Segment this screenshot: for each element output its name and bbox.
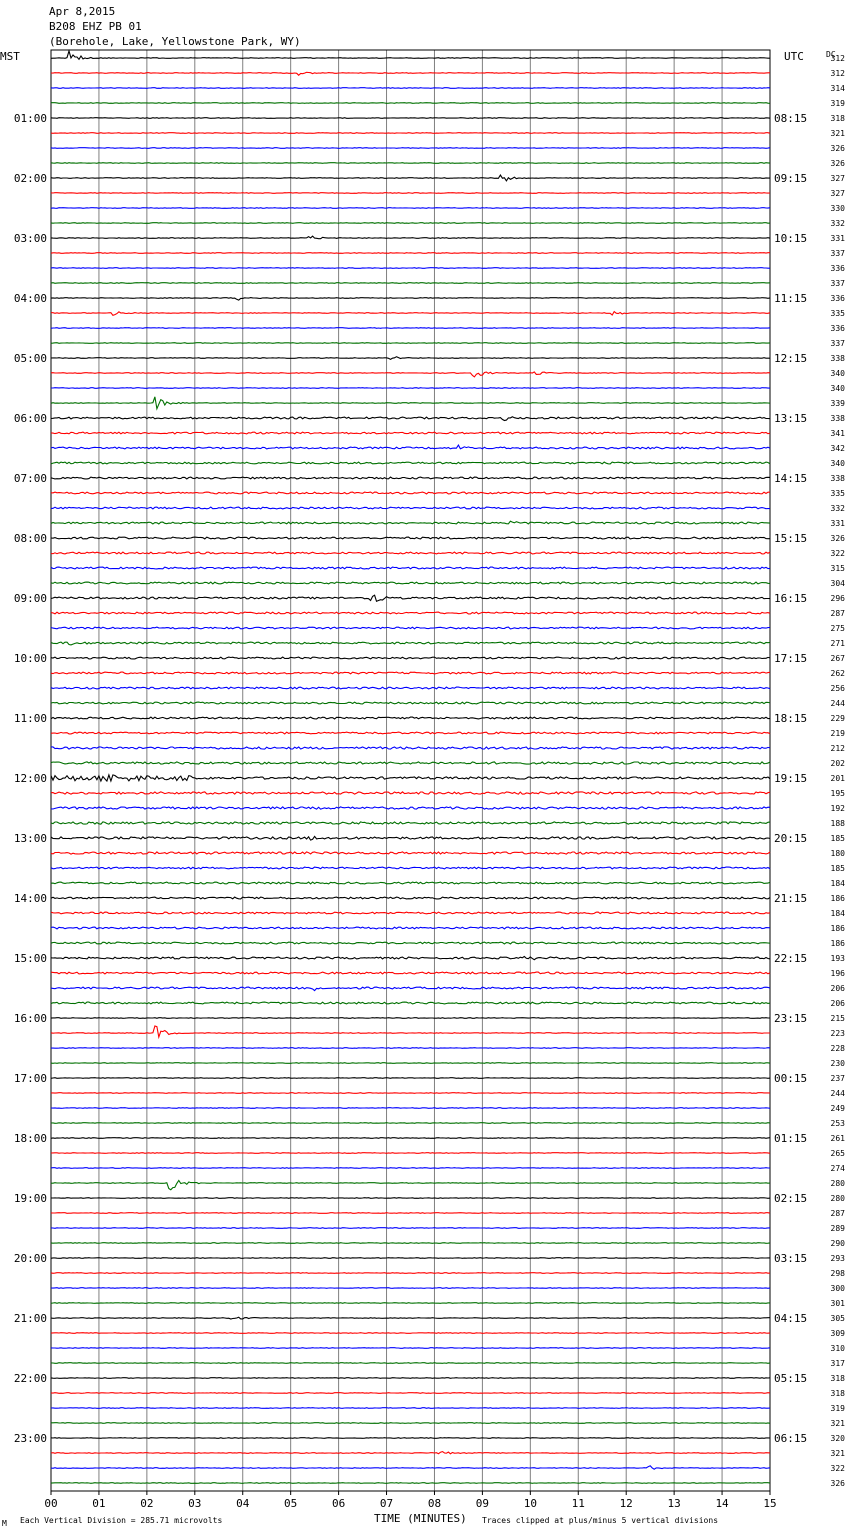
x-tick-label-06: 06 [331, 1497, 346, 1510]
dc-offset-label: 301 [830, 1299, 845, 1308]
right-hour-label: 04:15 [774, 1312, 808, 1325]
trace-row-37 [51, 612, 770, 614]
trace-row-46 [51, 747, 770, 749]
left-hour-label: 09:00 [13, 592, 47, 605]
axis-labels [14, 54, 845, 1510]
trace-row-66 [51, 1048, 770, 1049]
dc-offset-label: 267 [830, 654, 845, 663]
trace-row-78 [51, 1228, 770, 1229]
trace-row-36 [51, 595, 770, 601]
dc-offset-label: 318 [830, 1389, 845, 1398]
dc-offset-label: 332 [830, 219, 845, 228]
x-tick-label-04: 04 [236, 1497, 250, 1510]
trace-row-45 [51, 732, 770, 734]
trace-row-3 [51, 103, 770, 104]
left-hour-label: 16:00 [13, 1012, 47, 1025]
trace-row-11 [51, 223, 770, 224]
dc-offset-label: 253 [830, 1119, 845, 1128]
trace-row-62 [51, 987, 770, 991]
x-tick-label-12: 12 [619, 1497, 633, 1510]
x-tick-label-00: 00 [44, 1497, 58, 1510]
left-hour-label: 11:00 [13, 712, 47, 725]
dc-offset-label: 322 [830, 1464, 845, 1473]
x-tick-label-02: 02 [140, 1497, 154, 1510]
scale-note: Each Vertical Division = 285.71 microvolts [20, 1516, 223, 1525]
trace-row-75 [51, 1181, 770, 1190]
dc-offset-label: 192 [830, 804, 845, 813]
trace-row-93 [51, 1452, 770, 1454]
left-hour-label: 13:00 [13, 832, 47, 845]
dc-offset-header: DC [826, 50, 836, 59]
dc-offset-label: 305 [830, 1314, 845, 1323]
trace-row-38 [51, 627, 770, 629]
dc-offset-label: 184 [830, 909, 845, 918]
trace-row-64 [51, 1018, 770, 1019]
trace-row-58 [51, 927, 770, 929]
dc-offset-label: 275 [830, 624, 845, 633]
right-hour-label: 15:15 [774, 532, 808, 545]
dc-offset-label: 261 [830, 1134, 845, 1143]
right-hour-label: 14:15 [774, 472, 808, 485]
dc-offset-label: 335 [830, 489, 845, 498]
trace-row-48 [51, 775, 770, 781]
dc-offset-label: 321 [830, 1449, 845, 1458]
station-code: B208 EHZ PB 01 [49, 20, 142, 33]
dc-offset-label: 300 [830, 1284, 845, 1293]
trace-row-6 [51, 148, 770, 149]
dc-offset-label: 244 [830, 699, 845, 708]
dc-offset-label: 293 [830, 1254, 845, 1263]
dc-offset-label: 321 [830, 129, 845, 138]
trace-row-76 [51, 1198, 770, 1199]
dc-offset-label: 321 [830, 1419, 845, 1428]
dc-offset-label: 201 [830, 774, 845, 783]
trace-row-95 [51, 1483, 770, 1484]
dc-offset-label: 212 [830, 744, 845, 753]
trace-row-82 [51, 1288, 770, 1289]
trace-row-61 [51, 972, 770, 974]
footer-mark: M [2, 1519, 7, 1528]
clip-note: Traces clipped at plus/minus 5 vertical divisions [482, 1516, 719, 1525]
dc-offset-label: 256 [830, 684, 845, 693]
dc-offset-label: 322 [830, 549, 845, 558]
right-hour-label: 02:15 [774, 1192, 808, 1205]
trace-row-85 [51, 1333, 770, 1334]
dc-offset-label: 184 [830, 879, 845, 888]
trace-row-20 [51, 357, 770, 360]
dc-offset-label: 249 [830, 1104, 845, 1113]
left-hour-label: 03:00 [13, 232, 47, 245]
dc-offset-label: 185 [830, 834, 845, 843]
trace-row-86 [51, 1348, 770, 1349]
x-tick-label-09: 09 [475, 1497, 490, 1510]
trace-row-72 [51, 1138, 770, 1139]
x-tick-label-07: 07 [379, 1497, 394, 1510]
dc-offset-label: 338 [830, 414, 845, 423]
dc-offset-label: 326 [830, 159, 845, 168]
right-hour-label: 05:15 [774, 1372, 808, 1385]
x-tick-label-05: 05 [284, 1497, 298, 1510]
trace-row-53 [51, 852, 770, 854]
trace-row-52 [51, 836, 770, 840]
trace-row-35 [51, 582, 770, 584]
dc-offset-label: 336 [830, 294, 845, 303]
dc-offset-label: 338 [830, 354, 845, 363]
trace-row-88 [51, 1378, 770, 1379]
dc-offset-label: 185 [830, 864, 845, 873]
trace-row-40 [51, 657, 770, 659]
trace-row-79 [51, 1243, 770, 1244]
trace-row-5 [51, 133, 770, 134]
trace-row-13 [51, 253, 770, 254]
dc-offset-label: 335 [830, 309, 845, 318]
trace-row-74 [51, 1168, 770, 1169]
dc-offset-label: 318 [830, 114, 845, 123]
trace-row-33 [51, 552, 770, 554]
dc-offset-label: 315 [830, 564, 845, 573]
left-hour-label: 01:00 [13, 112, 47, 125]
dc-offset-label: 337 [830, 339, 845, 348]
left-hour-label: 05:00 [13, 352, 47, 365]
trace-row-68 [51, 1078, 770, 1079]
right-hour-label: 19:15 [774, 772, 808, 785]
left-hour-label: 12:00 [13, 772, 47, 785]
dc-offset-label: 312 [830, 54, 845, 63]
dc-offset-label: 230 [830, 1059, 845, 1068]
dc-offset-label: 188 [830, 819, 845, 828]
dc-offset-label: 339 [830, 399, 845, 408]
trace-row-29 [51, 492, 770, 494]
dc-offset-label: 340 [830, 459, 845, 468]
left-hour-label: 19:00 [13, 1192, 47, 1205]
dc-offset-label: 229 [830, 714, 845, 723]
dc-offset-label: 309 [830, 1329, 845, 1338]
dc-offset-label: 319 [830, 1404, 845, 1413]
dc-offset-label: 312 [830, 69, 845, 78]
plot-date: Apr 8,2015 [49, 5, 116, 18]
dc-offset-label: 271 [830, 639, 845, 648]
dc-offset-label: 319 [830, 99, 845, 108]
left-hour-label: 04:00 [13, 292, 47, 305]
trace-row-14 [51, 268, 770, 269]
trace-row-1 [51, 72, 770, 75]
trace-row-43 [51, 702, 770, 704]
dc-offset-label: 330 [830, 204, 845, 213]
right-hour-label: 00:15 [774, 1072, 808, 1085]
left-hour-label: 18:00 [13, 1132, 47, 1145]
trace-row-57 [51, 912, 770, 914]
trace-row-89 [51, 1393, 770, 1394]
trace-row-18 [51, 328, 770, 329]
trace-row-7 [51, 163, 770, 164]
x-tick-label-03: 03 [188, 1497, 202, 1510]
right-hour-label: 08:15 [774, 112, 808, 125]
dc-offset-label: 331 [830, 234, 845, 243]
trace-row-63 [51, 1002, 770, 1004]
dc-offset-label: 340 [830, 369, 845, 378]
dc-offset-label: 206 [830, 999, 845, 1008]
right-hour-label: 11:15 [774, 292, 808, 305]
right-hour-label: 21:15 [774, 892, 808, 905]
trace-row-49 [51, 792, 770, 794]
dc-offset-label: 244 [830, 1089, 845, 1098]
dc-offset-label: 274 [830, 1164, 845, 1173]
dc-offset-label: 186 [830, 939, 845, 948]
x-tick-label-11: 11 [571, 1497, 585, 1510]
dc-offset-label: 280 [830, 1194, 845, 1203]
left-hour-label: 21:00 [13, 1312, 47, 1325]
right-hour-label: 09:15 [774, 172, 808, 185]
dc-offset-label: 337 [830, 279, 845, 288]
right-hour-label: 20:15 [774, 832, 808, 845]
dc-offset-label: 317 [830, 1359, 845, 1368]
x-axis-title: TIME (MINUTES) [374, 1512, 467, 1525]
trace-row-41 [51, 672, 770, 674]
trace-row-65 [51, 1026, 770, 1037]
trace-row-81 [51, 1273, 770, 1274]
dc-offset-label: 326 [830, 1479, 845, 1488]
dc-offset-label: 202 [830, 759, 845, 768]
left-timezone-label: MST [0, 50, 20, 63]
dc-offset-label: 336 [830, 324, 845, 333]
trace-row-4 [51, 118, 770, 119]
trace-row-19 [51, 343, 770, 344]
trace-row-9 [51, 193, 770, 194]
right-hour-label: 18:15 [774, 712, 808, 725]
dc-offset-label: 290 [830, 1239, 845, 1248]
right-timezone-label: UTC [784, 50, 804, 63]
trace-row-84 [51, 1317, 770, 1319]
dc-offset-label: 304 [830, 579, 845, 588]
dc-offset-label: 262 [830, 669, 845, 678]
minute-gridlines [51, 50, 770, 1495]
dc-offset-label: 215 [830, 1014, 845, 1023]
trace-row-22 [51, 388, 770, 389]
right-hour-label: 03:15 [774, 1252, 808, 1265]
trace-row-77 [51, 1213, 770, 1214]
dc-offset-label: 280 [830, 1179, 845, 1188]
dc-offset-label: 287 [830, 609, 845, 618]
trace-rows [51, 51, 770, 1483]
dc-offset-label: 287 [830, 1209, 845, 1218]
trace-row-15 [51, 283, 770, 284]
trace-row-54 [51, 867, 770, 869]
x-tick-label-01: 01 [92, 1497, 106, 1510]
trace-row-39 [51, 642, 770, 645]
dc-offset-label: 193 [830, 954, 845, 963]
trace-row-32 [51, 537, 770, 539]
right-hour-label: 01:15 [774, 1132, 808, 1145]
dc-offset-label: 196 [830, 969, 845, 978]
left-hour-label: 14:00 [13, 892, 47, 905]
trace-row-50 [51, 807, 770, 809]
dc-offset-label: 314 [830, 84, 845, 93]
dc-offset-label: 332 [830, 504, 845, 513]
trace-row-26 [51, 445, 770, 449]
trace-row-23 [51, 397, 770, 409]
dc-offset-label: 219 [830, 729, 845, 738]
trace-row-16 [51, 298, 770, 301]
trace-row-21 [51, 372, 770, 377]
trace-row-30 [51, 507, 770, 509]
dc-offset-label: 327 [830, 189, 845, 198]
right-hour-label: 12:15 [774, 352, 808, 365]
trace-row-28 [51, 477, 770, 479]
trace-row-83 [51, 1303, 770, 1304]
dc-offset-label: 318 [830, 1374, 845, 1383]
trace-row-60 [51, 957, 770, 960]
trace-row-24 [51, 417, 770, 421]
trace-row-42 [51, 687, 770, 689]
trace-row-71 [51, 1123, 770, 1124]
trace-row-8 [51, 175, 770, 181]
dc-offset-label: 337 [830, 249, 845, 258]
dc-offset-label: 320 [830, 1434, 845, 1443]
dc-offset-label: 336 [830, 264, 845, 273]
x-tick-label-14: 14 [715, 1497, 729, 1510]
trace-row-55 [51, 882, 770, 884]
dc-offset-label: 331 [830, 519, 845, 528]
dc-offset-label: 289 [830, 1224, 845, 1233]
left-hour-label: 22:00 [13, 1372, 47, 1385]
left-hour-label: 06:00 [13, 412, 47, 425]
trace-row-56 [51, 897, 770, 899]
trace-row-70 [51, 1108, 770, 1109]
dc-offset-label: 195 [830, 789, 845, 798]
trace-row-2 [51, 88, 770, 89]
trace-row-47 [51, 762, 770, 764]
dc-offset-label: 206 [830, 984, 845, 993]
station-location: (Borehole, Lake, Yellowstone Park, WY) [49, 35, 301, 48]
x-tick-label-13: 13 [667, 1497, 681, 1510]
x-tick-label-15: 15 [763, 1497, 777, 1510]
left-hour-label: 02:00 [13, 172, 47, 185]
dc-offset-label: 341 [830, 429, 845, 438]
dc-offset-label: 296 [830, 594, 845, 603]
left-hour-label: 23:00 [13, 1432, 47, 1445]
left-hour-label: 10:00 [13, 652, 47, 665]
dc-offset-label: 310 [830, 1344, 845, 1353]
dc-offset-label: 340 [830, 384, 845, 393]
dc-offset-label: 338 [830, 474, 845, 483]
dc-offset-label: 342 [830, 444, 845, 453]
dc-offset-label: 237 [830, 1074, 845, 1083]
left-hour-label: 17:00 [13, 1072, 47, 1085]
trace-row-87 [51, 1363, 770, 1364]
dc-offset-label: 326 [830, 534, 845, 543]
plot-frame [51, 50, 770, 1491]
trace-row-51 [51, 822, 770, 824]
trace-row-67 [51, 1063, 770, 1064]
dc-offset-label: 186 [830, 894, 845, 903]
trace-row-91 [51, 1423, 770, 1424]
trace-row-44 [51, 717, 770, 719]
right-hour-label: 16:15 [774, 592, 808, 605]
right-hour-label: 22:15 [774, 952, 808, 965]
right-hour-label: 17:15 [774, 652, 808, 665]
trace-row-59 [51, 942, 770, 944]
left-hour-label: 08:00 [13, 532, 47, 545]
trace-row-80 [51, 1258, 770, 1259]
right-hour-label: 06:15 [774, 1432, 808, 1445]
trace-row-92 [51, 1438, 770, 1439]
dc-offset-label: 265 [830, 1149, 845, 1158]
trace-row-17 [51, 312, 770, 316]
trace-row-34 [51, 567, 770, 569]
trace-row-27 [51, 462, 770, 464]
left-hour-label: 15:00 [13, 952, 47, 965]
dc-offset-label: 186 [830, 924, 845, 933]
left-hour-label: 07:00 [13, 472, 47, 485]
trace-row-12 [51, 236, 770, 239]
dc-offset-label: 228 [830, 1044, 845, 1053]
dc-offset-label: 326 [830, 144, 845, 153]
x-tick-label-10: 10 [523, 1497, 537, 1510]
right-hour-label: 23:15 [774, 1012, 808, 1025]
trace-row-0 [51, 51, 770, 59]
dc-offset-label: 180 [830, 849, 845, 858]
dc-offset-label: 223 [830, 1029, 845, 1038]
right-hour-label: 10:15 [774, 232, 808, 245]
left-hour-label: 20:00 [13, 1252, 47, 1265]
trace-row-31 [51, 521, 770, 524]
x-tick-label-08: 08 [427, 1497, 442, 1510]
trace-row-90 [51, 1408, 770, 1409]
trace-row-69 [51, 1093, 770, 1094]
trace-row-10 [51, 208, 770, 209]
trace-row-94 [51, 1466, 770, 1469]
dc-offset-label: 298 [830, 1269, 845, 1278]
right-hour-label: 13:15 [774, 412, 808, 425]
dc-offset-label: 327 [830, 174, 845, 183]
trace-row-73 [51, 1153, 770, 1154]
trace-row-25 [51, 432, 770, 434]
